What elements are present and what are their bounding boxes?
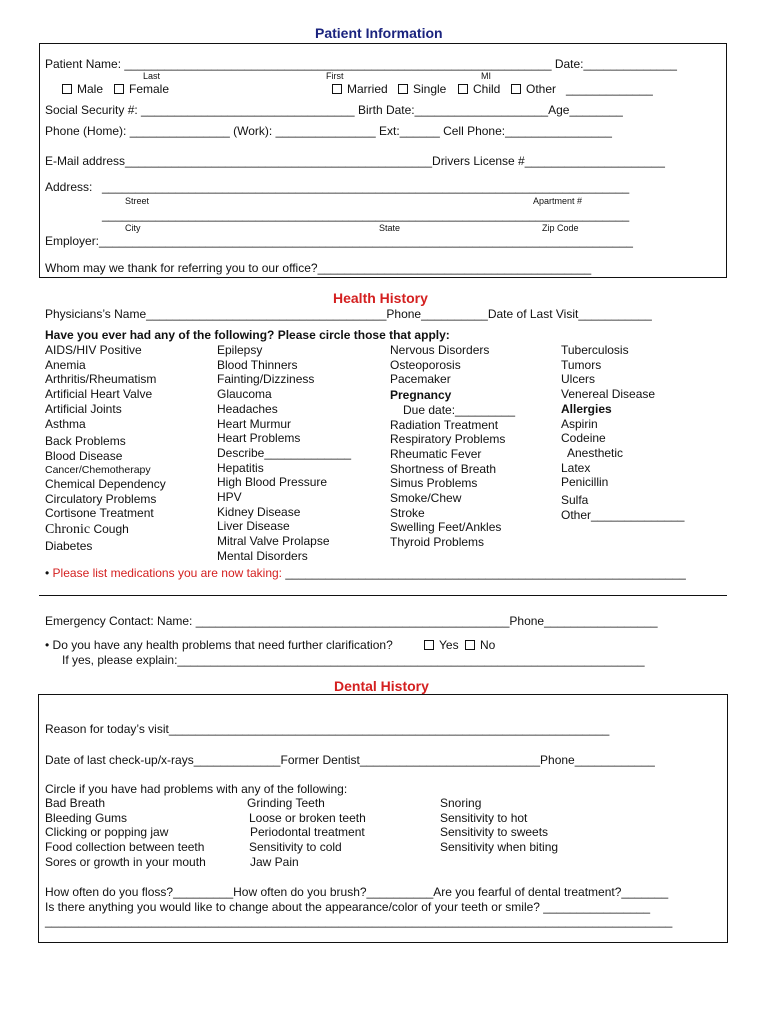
condition-item[interactable]: Simus Problems bbox=[390, 476, 478, 491]
conditions-column-3 bbox=[390, 343, 515, 550]
condition-item[interactable]: Diabetes bbox=[45, 539, 93, 553]
patient-info-title: Patient Information bbox=[315, 25, 443, 41]
yes-label: Yes bbox=[439, 638, 459, 652]
condition-item[interactable]: Mitral Valve Prolapse bbox=[217, 534, 330, 549]
no-checkbox[interactable] bbox=[465, 638, 495, 652]
checkbox-icon bbox=[332, 84, 342, 94]
bullet-icon: • bbox=[45, 638, 50, 652]
dental-history-title: Dental History bbox=[334, 678, 429, 694]
condition-item[interactable]: Stroke bbox=[390, 505, 425, 520]
child-label: Child bbox=[473, 82, 501, 96]
allergy-item[interactable]: Penicillin bbox=[561, 475, 609, 490]
section-divider bbox=[39, 595, 727, 596]
other-field[interactable]: _____________ bbox=[566, 82, 653, 96]
condition-item[interactable]: Venereal Disease bbox=[561, 387, 656, 402]
checkbox-icon bbox=[114, 84, 124, 94]
explain-field[interactable]: If yes, please explain:______________________________________________________________________ bbox=[62, 653, 645, 667]
male-label: Male bbox=[77, 82, 104, 96]
married-label: Married bbox=[347, 82, 388, 96]
condition-item[interactable]: Pacemaker bbox=[390, 372, 451, 387]
male-checkbox[interactable] bbox=[62, 82, 103, 96]
condition-item[interactable]: Heart Murmur bbox=[217, 416, 292, 431]
condition-item[interactable]: HPV bbox=[217, 490, 242, 505]
condition-item[interactable]: Artificial Joints bbox=[45, 401, 122, 416]
checkbox-icon bbox=[458, 84, 468, 94]
allergies-heading: Allergies bbox=[561, 401, 612, 416]
condition-item[interactable]: AIDS/HIV Positive bbox=[45, 343, 142, 357]
conditions-column-1b bbox=[45, 477, 166, 521]
sub-mi: MI bbox=[481, 71, 491, 81]
ssn-birthdate-field[interactable]: Social Security #: ________________________________ Birth Date:____________________Age________ bbox=[45, 103, 623, 117]
condition-item[interactable]: Radiation Treatment bbox=[390, 417, 499, 432]
condition-item[interactable]: Anemia bbox=[45, 357, 86, 372]
dental-problem-item[interactable]: Snoring bbox=[440, 796, 482, 810]
condition-item[interactable]: Shortness of Breath bbox=[390, 461, 497, 476]
reason-field[interactable]: Reason for today’s visit__________________________________________________________________ bbox=[45, 722, 610, 736]
referral-field[interactable]: Whom may we thank for referring you to our office?_________________________________________ bbox=[45, 261, 592, 275]
condition-item[interactable]: Nervous Disorders bbox=[390, 343, 490, 357]
checkbox-icon bbox=[398, 84, 408, 94]
single-checkbox[interactable] bbox=[398, 82, 446, 96]
cough-label: Cough bbox=[90, 522, 129, 536]
condition-item[interactable]: Hepatitis bbox=[217, 460, 264, 475]
yes-checkbox[interactable] bbox=[424, 638, 459, 652]
emergency-contact-field[interactable]: Emergency Contact: Name: _______________________________________________Phone_________________ bbox=[45, 614, 658, 628]
allergy-other-field[interactable]: Other______________ bbox=[561, 508, 685, 522]
clarification-row bbox=[45, 638, 393, 652]
checkup-field[interactable]: Date of last check-up/x-rays_____________Former Dentist___________________________Phone____________ bbox=[45, 753, 655, 767]
condition-item[interactable]: Fainting/Dizziness bbox=[217, 372, 315, 387]
address-label: Address: bbox=[45, 180, 93, 194]
condition-item[interactable]: Artificial Heart Valve bbox=[45, 387, 153, 402]
condition-item[interactable]: Liver Disease bbox=[217, 519, 290, 534]
bullet-icon: • bbox=[45, 566, 50, 580]
no-label: No bbox=[480, 638, 496, 652]
floss-brush-field[interactable]: How often do you floss?_________How often do you brush?__________Are you fearful of dental treatment?_______ bbox=[45, 885, 669, 899]
address-field-2[interactable]: _______________________________________________________________________________ bbox=[102, 208, 630, 222]
female-checkbox[interactable] bbox=[114, 82, 169, 96]
dental-problem-item[interactable]: Sensitivity when biting bbox=[440, 840, 559, 855]
dental-problem-item[interactable]: Bad Breath bbox=[45, 796, 106, 810]
medications-field[interactable]: ____________________________________________________________ bbox=[285, 566, 686, 580]
condition-item[interactable]: Asthma bbox=[45, 416, 86, 431]
clarification-question: Do you have any health problems that need further clarification? bbox=[52, 638, 393, 652]
other-label: Other bbox=[526, 82, 557, 96]
health-history-title: Health History bbox=[333, 290, 428, 306]
child-checkbox[interactable] bbox=[458, 82, 500, 96]
condition-item[interactable]: Arthritis/Rheumatism bbox=[45, 372, 157, 387]
condition-item[interactable]: Glaucoma bbox=[217, 387, 272, 402]
condition-item[interactable]: Circulatory Problems bbox=[45, 491, 157, 506]
checkbox-icon bbox=[465, 640, 475, 650]
dental-problem-item[interactable]: Clicking or popping jaw bbox=[45, 825, 169, 840]
medications-row bbox=[45, 566, 686, 580]
sub-state: State bbox=[379, 223, 401, 233]
condition-item[interactable]: Swelling Feet/Ankles bbox=[390, 520, 502, 535]
condition-item[interactable]: High Blood Pressure bbox=[217, 475, 328, 490]
condition-item[interactable]: Heart Problems bbox=[217, 431, 301, 446]
dental-column-2 bbox=[247, 796, 366, 870]
patient-name-field[interactable]: Patient Name: ________________________________________________________________ Date:______________ bbox=[45, 57, 677, 71]
chronic-label: Chronic bbox=[45, 522, 91, 537]
conditions-column-4 bbox=[561, 343, 655, 490]
checkbox-icon bbox=[511, 84, 521, 94]
condition-item[interactable]: Describe_____________ bbox=[217, 445, 352, 460]
sub-first: First bbox=[326, 71, 344, 81]
conditions-column-1 bbox=[45, 343, 156, 431]
condition-item[interactable]: Blood Thinners bbox=[217, 357, 298, 372]
condition-item[interactable]: Cancer/Chemotherapy bbox=[45, 464, 151, 476]
dental-problem-item[interactable]: Sensitivity to sweets bbox=[440, 825, 549, 840]
condition-item[interactable]: Tumors bbox=[561, 357, 602, 372]
dental-problem-item[interactable]: Sores or growth in your mouth bbox=[45, 854, 206, 869]
appearance-field-2[interactable]: ______________________________________________________________________________________________ bbox=[45, 914, 673, 928]
email-license-field[interactable]: E-Mail address______________________________________________Drivers License #_____________________ bbox=[45, 154, 665, 168]
condition-item[interactable]: Smoke/Chew bbox=[390, 491, 462, 506]
allergy-item[interactable]: Latex bbox=[561, 460, 591, 475]
condition-item[interactable]: Kidney Disease bbox=[217, 504, 301, 519]
condition-item[interactable]: Thyroid Problems bbox=[390, 535, 485, 550]
condition-item[interactable]: Tuberculosis bbox=[561, 343, 629, 357]
single-label: Single bbox=[413, 82, 447, 96]
conditions-question: Have you ever had any of the following? Please circle those that apply: bbox=[45, 328, 450, 342]
allergy-item[interactable]: Sulfa bbox=[561, 493, 589, 507]
condition-item[interactable]: Back Problems bbox=[45, 434, 126, 448]
condition-item-pregnancy[interactable]: Pregnancy bbox=[390, 388, 452, 403]
checkbox-icon bbox=[424, 640, 434, 650]
dental-problem-item[interactable]: Jaw Pain bbox=[250, 854, 299, 869]
conditions-column-2 bbox=[217, 343, 351, 564]
employer-field[interactable]: Employer:________________________________________________________________________________ bbox=[45, 234, 633, 248]
condition-item[interactable]: Chemical Dependency bbox=[45, 477, 166, 491]
other-checkbox[interactable] bbox=[511, 82, 556, 96]
due-date-field[interactable]: Due date:_________ bbox=[403, 402, 516, 417]
sub-zip: Zip Code bbox=[542, 223, 579, 233]
dental-problem-item[interactable]: Sensitivity to hot bbox=[440, 810, 528, 825]
condition-item[interactable]: Blood Disease bbox=[45, 449, 123, 463]
dental-problem-item[interactable]: Grinding Teeth bbox=[247, 796, 325, 810]
dental-problem-item[interactable]: Sensitivity to cold bbox=[249, 840, 342, 855]
condition-item[interactable]: Rheumatic Fever bbox=[390, 446, 482, 461]
condition-item[interactable]: Osteoporosis bbox=[390, 357, 461, 372]
checkbox-icon bbox=[62, 84, 72, 94]
sub-street: Street bbox=[125, 196, 150, 206]
condition-item[interactable]: Headaches bbox=[217, 401, 278, 416]
appearance-field[interactable]: Is there anything you would like to change about the appearance/color of your teeth or smile? ________________ bbox=[45, 900, 651, 914]
medications-prompt: Please list medications you are now taking: bbox=[52, 566, 282, 580]
condition-item[interactable]: Mental Disorders bbox=[217, 548, 308, 563]
condition-item-chronic-cough[interactable] bbox=[45, 522, 129, 537]
address-field[interactable]: _______________________________________________________________________________ bbox=[102, 180, 630, 194]
dental-problem-item[interactable]: Bleeding Gums bbox=[45, 810, 128, 825]
married-checkbox[interactable] bbox=[332, 82, 388, 96]
allergy-item[interactable]: Codeine bbox=[561, 431, 606, 446]
condition-item[interactable]: Epilepsy bbox=[217, 343, 263, 357]
sub-city: City bbox=[125, 223, 141, 233]
dental-problem-item[interactable]: Periodontal treatment bbox=[250, 825, 365, 840]
dental-problem-item[interactable]: Food collection between teeth bbox=[45, 840, 205, 855]
female-label: Female bbox=[129, 82, 170, 96]
phone-field[interactable]: Phone (Home): _______________ (Work): _______________ Ext:______ Cell Phone:________________ bbox=[45, 124, 612, 138]
allergy-item[interactable]: Aspirin bbox=[561, 416, 598, 431]
condition-item[interactable]: Respiratory Problems bbox=[390, 432, 506, 447]
allergy-item[interactable]: Anesthetic bbox=[561, 445, 624, 460]
condition-item[interactable]: Cortisone Treatment bbox=[45, 506, 154, 521]
physician-field[interactable]: Physicians’s Name____________________________________Phone__________Date of Last Visit___________ bbox=[45, 307, 652, 321]
dental-circle-prompt: Circle if you have had problems with any of the following: bbox=[45, 782, 348, 796]
dental-column-3 bbox=[440, 796, 558, 855]
sub-apartment: Apartment # bbox=[533, 196, 583, 206]
condition-item[interactable]: Ulcers bbox=[561, 372, 596, 387]
dental-column-1 bbox=[45, 796, 206, 870]
dental-problem-item[interactable]: Loose or broken teeth bbox=[249, 810, 366, 825]
sub-last: Last bbox=[143, 71, 161, 81]
